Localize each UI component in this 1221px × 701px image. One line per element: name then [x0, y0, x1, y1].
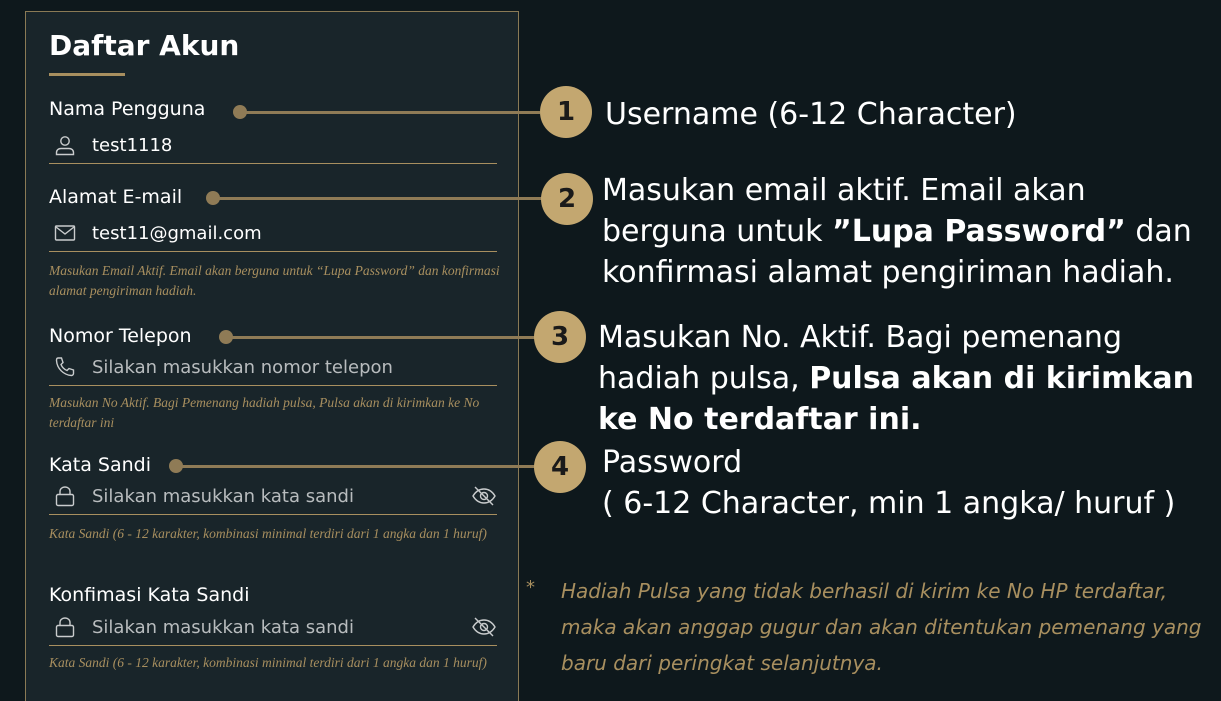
- password-hint: Kata Sandi (6 - 12 karakter, kombinasi minimal terdiri dari 1 angka dan 1 huruf): [49, 526, 487, 541]
- phone-input[interactable]: [92, 354, 452, 380]
- callout-3: [598, 317, 1194, 440]
- lock-icon: [53, 615, 77, 639]
- user-icon: [53, 133, 77, 157]
- password-input[interactable]: [92, 483, 452, 509]
- email-field-row: [49, 216, 497, 252]
- email-hint: Masukan Email Aktif. Email akan berguna untuk “Lupa Password” dan konfirmasi alamat pengiriman hadiah.: [49, 263, 500, 298]
- callout-4-line-1: Password: [602, 445, 743, 480]
- confirm-password-field-row: [49, 610, 497, 646]
- username-input[interactable]: [92, 132, 452, 158]
- callout-2-line-2-pre: berguna untuk: [602, 214, 833, 249]
- callout-4-line-2: ( 6-12 Character, min 1 angka/ huruf ): [602, 486, 1176, 521]
- pulsa-note: Hadiah Pulsa yang tidak berhasil di kirim ke No HP terdaftar, maka akan anggap gugur dan akan ditentukan pemenang yang baru dari peringkat selanjutnya.: [561, 579, 1202, 675]
- step-badge-3: 3: [534, 311, 586, 363]
- email-input[interactable]: [92, 220, 452, 246]
- phone-field-row: [49, 350, 497, 386]
- username-field-row: [49, 128, 497, 164]
- form-title: Daftar Akun: [49, 29, 240, 62]
- callout-3-line-2-pre: hadiah pulsa,: [598, 361, 810, 396]
- callout-1-line: Username (6-12 Character): [605, 97, 1017, 132]
- connector-line-3: [226, 336, 538, 339]
- confirm-password-hint: Kata Sandi (6 - 12 karakter, kombinasi minimal terdiri dari 1 angka dan 1 huruf): [49, 655, 487, 670]
- title-underline: [49, 73, 125, 76]
- callout-4: [602, 442, 1175, 524]
- callout-3-line-3-bold: ke No terdaftar ini.: [598, 402, 922, 437]
- callout-2-line-2-post: dan: [1125, 214, 1192, 249]
- note-asterisk: *: [526, 577, 535, 598]
- callout-3-line-2: [598, 358, 1194, 399]
- callout-2: [602, 170, 1192, 293]
- connector-line-2: [213, 197, 543, 200]
- mail-icon: [53, 221, 77, 245]
- phone-hint: Masukan No Aktif. Bagi Pemenang hadiah pulsa, Pulsa akan di kirimkan ke No terdaftar ini: [49, 395, 480, 430]
- register-form-panel: [25, 11, 519, 701]
- email-label: Alamat E-mail: [49, 186, 183, 208]
- confirm-password-label: Konfimasi Kata Sandi: [49, 584, 250, 606]
- password-field-row: [49, 479, 497, 515]
- step-badge-2: 2: [541, 173, 593, 225]
- confirm-password-input[interactable]: [92, 614, 452, 640]
- callout-3-line-1: Masukan No. Aktif. Bagi pemenang: [598, 320, 1122, 355]
- step-badge-4: 4: [534, 441, 586, 493]
- callout-2-line-1: Masukan email aktif. Email akan: [602, 173, 1086, 208]
- lock-icon: [53, 484, 77, 508]
- callout-2-line-3: konfirmasi alamat pengiriman hadiah.: [602, 255, 1174, 290]
- callout-3-line-2-bold: Pulsa akan di kirimkan: [809, 361, 1194, 396]
- phone-label: Nomor Telepon: [49, 325, 192, 347]
- phone-icon: [53, 355, 77, 379]
- step-badge-1: 1: [540, 86, 592, 138]
- eye-off-icon[interactable]: [471, 615, 497, 639]
- connector-line-4: [176, 465, 538, 468]
- eye-off-icon[interactable]: [471, 484, 497, 508]
- callout-2-line-2-bold: ”Lupa Password”: [832, 214, 1126, 249]
- connector-line-1: [240, 111, 540, 114]
- callout-2-line-2: [602, 211, 1192, 252]
- password-label: Kata Sandi: [49, 454, 151, 476]
- username-label: Nama Pengguna: [49, 98, 206, 120]
- callout-3-line-3: [598, 399, 1194, 440]
- callout-1: [605, 94, 1017, 135]
